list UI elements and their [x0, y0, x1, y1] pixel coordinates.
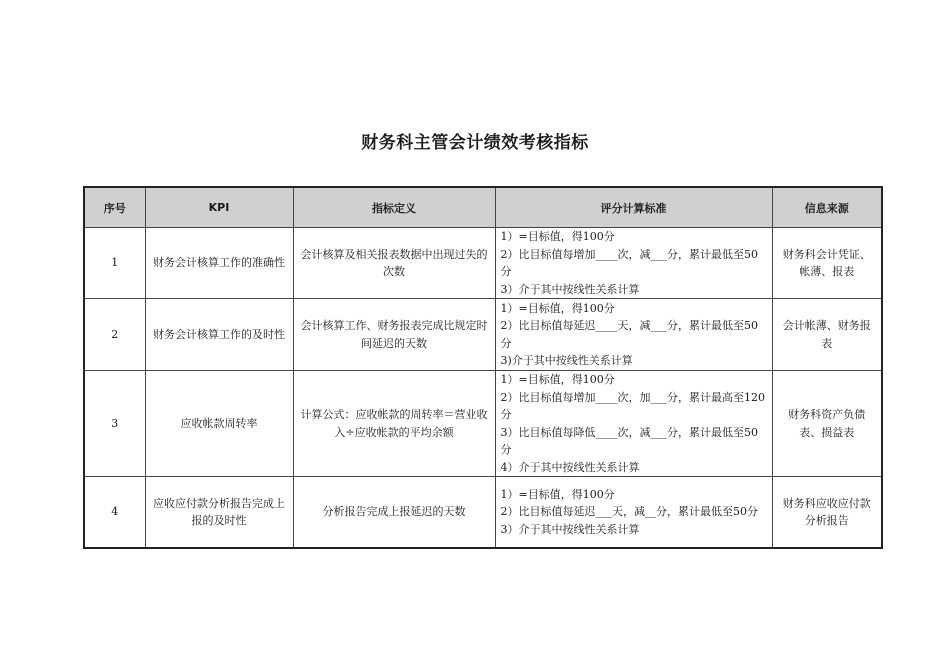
standard-line: 3）介于其中按线性关系计算	[500, 282, 640, 296]
row-standard	[495, 228, 772, 299]
standard-line: 2）比目标值每延迟___天，减__分，累计最低至50分	[500, 505, 758, 519]
standard-line: 3）比目标值每降低____次，减___分，累计最低至50分	[500, 425, 758, 456]
header-no: 序号	[84, 187, 145, 228]
row-no: 2	[84, 299, 145, 371]
standard-line: 1）=目标值，得100分	[500, 230, 615, 243]
row-no: 4	[84, 477, 145, 549]
row-source: 财务科会计凭证、帐薄、报表	[772, 228, 882, 299]
row-definition: 会计核算工作、财务报表完成比规定时间延迟的天数	[293, 299, 495, 371]
standard-line: 2）比目标值每延迟____天，减___分，累计最低至50分	[500, 319, 758, 350]
page-title: 财务科主管会计绩效考核指标	[361, 133, 589, 153]
row-source: 财务科资产负债表、损益表	[772, 371, 882, 477]
row-no: 1	[84, 228, 145, 299]
header-standard: 评分计算标准	[495, 187, 772, 228]
header-source: 信息来源	[772, 187, 882, 228]
standard-line: 1）=目标值，得100分	[500, 487, 615, 501]
row-definition: 分析报告完成上报延迟的天数	[293, 477, 495, 549]
table-row	[84, 228, 882, 299]
row-kpi: 财务会计核算工作的准确性	[145, 228, 293, 299]
row-standard	[495, 299, 772, 371]
standard-line: 1）=目标值，得100分	[500, 373, 615, 386]
header-definition: 指标定义	[293, 187, 495, 228]
table-row	[84, 299, 882, 371]
row-definition: 计算公式：应收帐款的周转率＝营业收入÷应收帐款的平均余额	[293, 371, 495, 477]
row-kpi: 应收应付款分析报告完成上报的及时性	[145, 477, 293, 549]
standard-line: 4）介于其中按线性关系计算	[500, 460, 640, 474]
row-kpi: 应收帐款周转率	[145, 371, 293, 477]
kpi-table	[83, 186, 883, 549]
table-header-row	[84, 187, 882, 228]
row-source: 会计帐薄、财务报表	[772, 299, 882, 371]
row-kpi: 财务会计核算工作的及时性	[145, 299, 293, 371]
standard-line: 2）比目标值每增加____次，减___分，累计最低至50分	[500, 247, 758, 278]
row-source: 财务科应收应付款分析报告	[772, 477, 882, 549]
standard-line: 3）介于其中按线性关系计算	[500, 522, 640, 536]
standard-line: 2）比目标值每增加____次，加___分，累计最高至120分	[500, 390, 765, 421]
row-standard	[495, 371, 772, 477]
table-row	[84, 371, 882, 477]
row-definition: 会计核算及相关报表数据中出现过失的次数	[293, 228, 495, 299]
header-kpi: KPI	[145, 187, 293, 228]
row-standard	[495, 477, 772, 549]
table-row	[84, 477, 882, 549]
standard-line: 1）=目标值，得100分	[500, 301, 615, 315]
standard-line: 3)介于其中按线性关系计算	[500, 354, 633, 367]
row-no: 3	[84, 371, 145, 477]
